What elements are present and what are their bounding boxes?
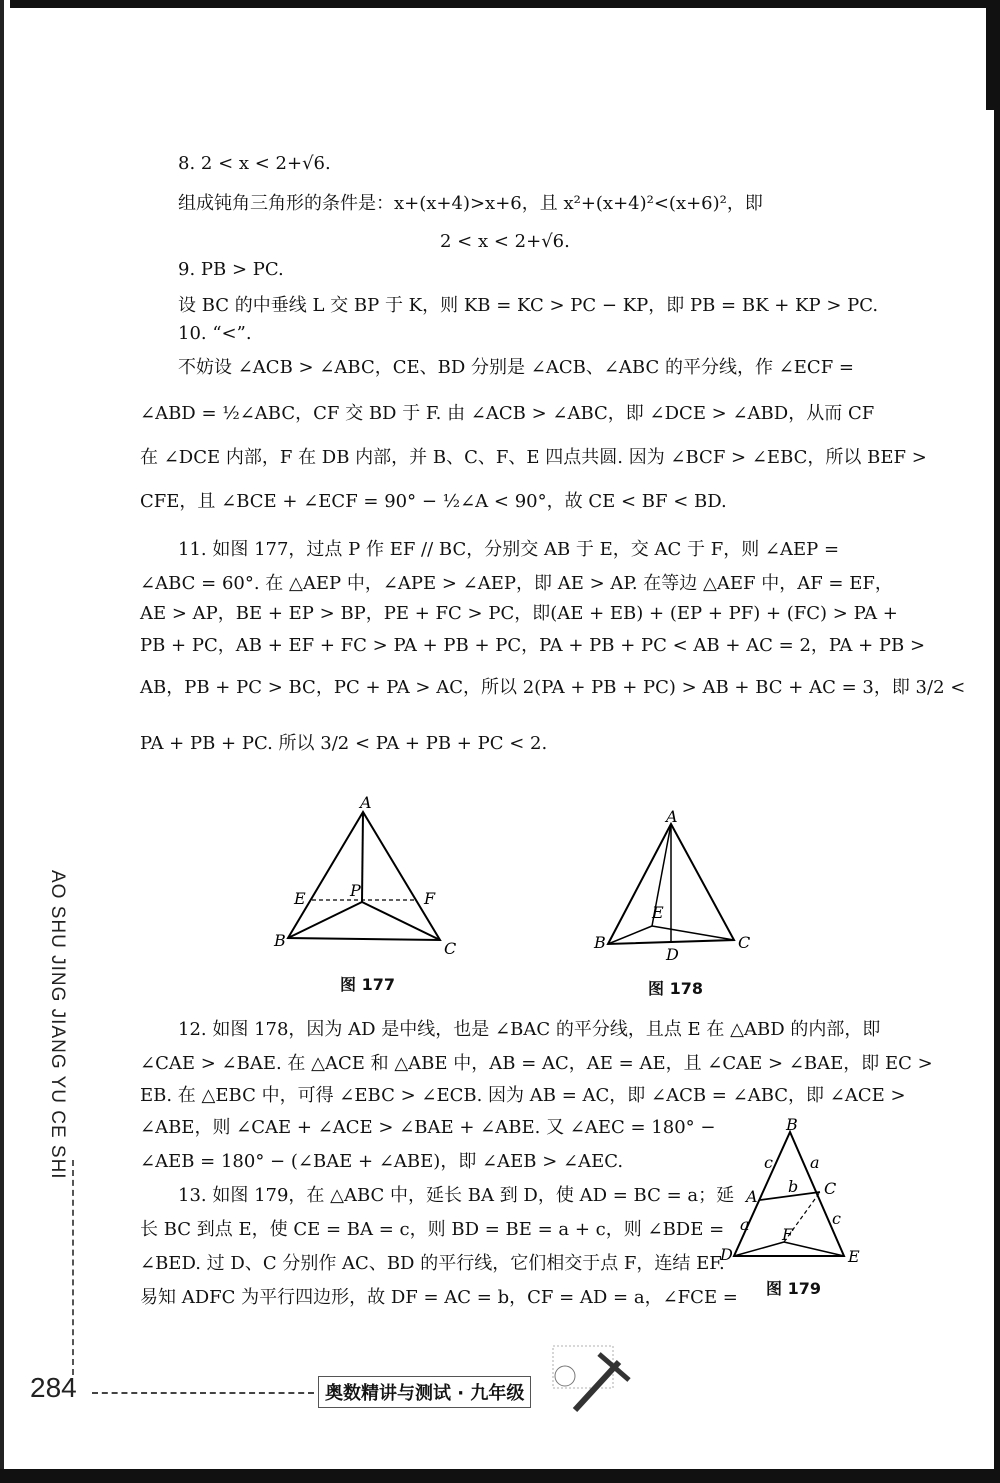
answer-8-text: 组成钝角三角形的条件是：x+(x+4)>x+6，且 x²+(x+4)²<(x+6)²，即 — [178, 193, 763, 214]
page-edge-bottom — [0, 1469, 1000, 1483]
fig179-label-e: E — [848, 1247, 860, 1266]
fig178-label-e: E — [652, 903, 664, 922]
answer-10-text-1: 不妨设 ∠ACB > ∠ABC，CE、BD 分别是 ∠ACB、∠ABC 的平分线，作 ∠ECF = — [178, 357, 854, 378]
compass-pencil-icon — [545, 1340, 635, 1420]
answer-9-text: 设 BC 的中垂线 L 交 BP 于 K，则 KB = KC > PC − KP，即 PB = BK + KP > PC. — [178, 295, 879, 316]
answer-10-heading: 10. “<”. — [178, 323, 252, 344]
fig178-label-a: A — [666, 808, 678, 826]
fig179-label-a: A — [746, 1187, 758, 1206]
fig179-label-f: F — [782, 1225, 794, 1244]
page-edge-top — [10, 0, 1000, 8]
answer-12-text-2: ∠CAE > ∠BAE. 在 △ACE 和 △ABE 中，AB = AC，AE = AE，且 ∠CAE > ∠BAE，即 EC > — [140, 1053, 933, 1074]
fig178-label-c: C — [738, 933, 751, 952]
figure-177 — [270, 790, 470, 965]
book-title: 奥数精讲与测试 · 九年级 — [318, 1376, 531, 1408]
answer-11-text-2: ∠ABC = 60°. 在 △AEP 中，∠APE > ∠AEP，即 AE > AP. 在等边 △AEF 中，AF = EF， — [140, 573, 893, 594]
answer-11-text-4: PB + PC，AB + EF + FC > PA + PB + PC，PA + PB + PC < AB + AC = 2，PA + PB > — [140, 635, 926, 656]
answer-12-text-4: ∠ABE，则 ∠CAE + ∠ACE > ∠BAE + ∠ABE. 又 ∠AEC = 180° − — [140, 1117, 716, 1138]
answer-11-text-3: AE > AP，BE + EP > BP，PE + FC > PC，即(AE + EB) + (EP + PF) + (FC) > PA + — [140, 603, 898, 624]
fig179-label-c: C — [824, 1179, 837, 1198]
fig179-side-a2: a — [740, 1215, 750, 1234]
page-edge-left — [0, 0, 4, 1483]
answer-13-text-1: 13. 如图 179，在 △ABC 中，延长 BA 到 D，使 AD = BC = a；延 — [178, 1185, 735, 1206]
answer-12-text-5: ∠AEB = 180° − (∠BAE + ∠ABE)，即 ∠AEB > ∠AEC. — [140, 1151, 624, 1172]
fig179-label-d: D — [720, 1245, 733, 1264]
fig177-label-f: F — [424, 889, 436, 908]
answer-9-heading: 9. PB > PC. — [178, 259, 284, 280]
fig177-label-a: A — [360, 793, 372, 812]
answer-13-text-3: ∠BED. 过 D、C 分别作 AC、BD 的平行线，它们相交于点 F，连结 EF. — [140, 1253, 725, 1274]
answer-12-text-1: 12. 如图 178，因为 AD 是中线，也是 ∠BAC 的平分线，且点 E 在 △ABD 的内部，即 — [178, 1019, 881, 1040]
answer-12-text-3: EB. 在 △EBC 中，可得 ∠EBC > ∠ECB. 因为 AB = AC，即 ∠ACB = ∠ABC，即 ∠ACE > — [140, 1085, 906, 1106]
answer-11-text-6: PA + PB + PC. 所以 3/2 < PA + PB + PC < 2. — [140, 733, 548, 754]
answer-10-text-4: CFE，且 ∠BCE + ∠ECF = 90° − ½∠A < 90°，故 CE < BF < BD. — [140, 491, 727, 512]
fig177-label-p: P — [350, 881, 361, 900]
answer-11-text-5: AB，PB + PC > BC，PC + PA > AC，所以 2(PA + PB + PC) > AB + BC + AC = 3，即 3/2 < — [140, 677, 966, 698]
fig178-label-d: D — [666, 945, 679, 964]
fig179-side-c2: c — [832, 1209, 841, 1228]
figure-179 — [712, 1118, 872, 1268]
answer-11-text-1: 11. 如图 177，过点 P 作 EF // BC，分别交 AB 于 E，交 AC 于 F，则 ∠AEP = — [178, 539, 840, 560]
fig177-label-e: E — [294, 889, 306, 908]
figure-178 — [590, 808, 760, 968]
fig177-label-b: B — [274, 931, 286, 950]
answer-13-text-4: 易知 ADFC 为平行四边形，故 DF = AC = b，CF = AD = a，∠FCE = — [140, 1287, 738, 1308]
answer-8-heading: 8. 2 < x < 2+√6. — [178, 153, 331, 174]
answer-8-result: 2 < x < 2+√6. — [440, 231, 570, 252]
fig179-side-b: b — [788, 1177, 799, 1196]
figure-177-caption: 图 177 — [340, 975, 395, 994]
fig179-side-c1: c — [764, 1153, 773, 1172]
fig178-label-b: B — [594, 933, 606, 952]
footer-dash-line — [92, 1392, 314, 1394]
fig179-side-a1: a — [810, 1153, 820, 1172]
side-series-title: AO SHU JING JIANG YU CE SHI — [47, 870, 68, 1180]
figure-178-caption: 图 178 — [648, 979, 703, 998]
page-edge-right — [994, 0, 1000, 1483]
side-dash-line — [72, 1160, 74, 1375]
answer-10-text-3: 在 ∠DCE 内部，F 在 DB 内部，并 B、C、F、E 四点共圆. 因为 ∠BCF > ∠EBC，所以 BEF > — [140, 447, 927, 468]
figure-179-caption: 图 179 — [766, 1279, 821, 1298]
answer-13-text-2: 长 BC 到点 E，使 CE = BA = c，则 BD = BE = a + c，则 ∠BDE = — [140, 1219, 725, 1240]
fig177-label-c: C — [444, 939, 457, 958]
fig179-label-b: B — [786, 1118, 798, 1134]
answer-10-text-2: ∠ABD = ½∠ABC，CF 交 BD 于 F. 由 ∠ACB > ∠ABC，即 ∠DCE > ∠ABD，从而 CF — [140, 403, 875, 424]
page-number: 284 — [30, 1372, 77, 1403]
